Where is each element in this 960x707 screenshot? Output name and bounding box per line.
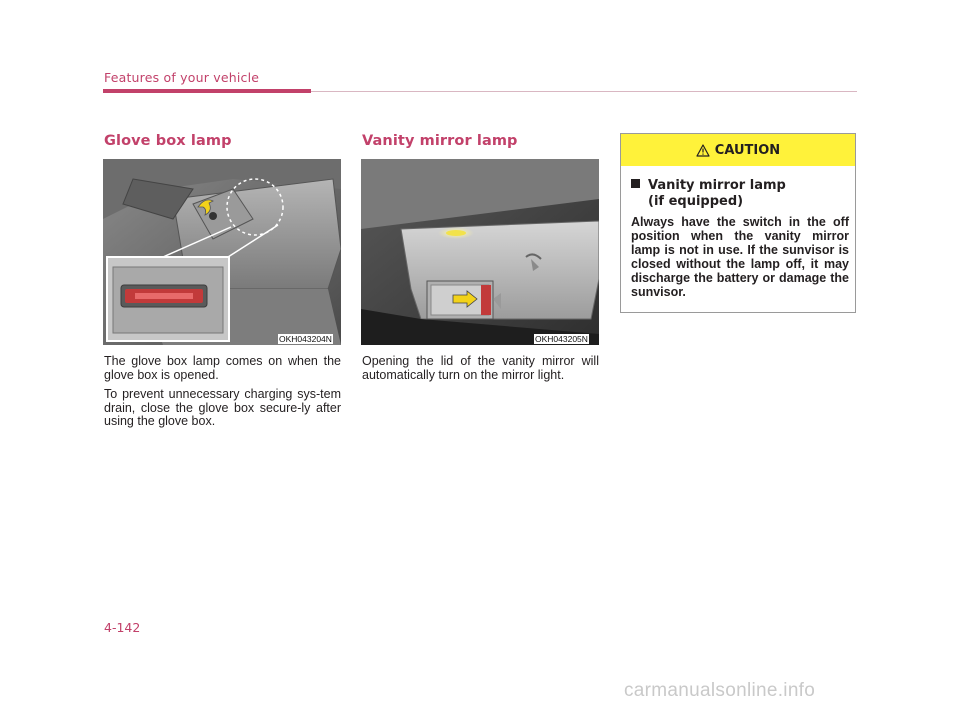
warning-triangle-icon bbox=[696, 144, 710, 157]
glove-box-figure-code: OKH043204N bbox=[279, 334, 332, 344]
glove-box-paragraph-2: To prevent unnecessary charging sys-tem drain, close the glove box secure-ly after using the glove box. bbox=[104, 387, 341, 428]
glove-box-paragraph-1: The glove box lamp comes on when the glove box is opened. bbox=[104, 354, 341, 382]
vanity-mirror-figure bbox=[361, 159, 599, 345]
page-number: 4-142 bbox=[104, 620, 141, 635]
vanity-mirror-illustration bbox=[361, 159, 599, 345]
caution-label: CAUTION bbox=[714, 142, 781, 158]
caution-title-line-2: (if equipped) bbox=[648, 193, 744, 209]
glove-box-body bbox=[104, 355, 341, 429]
caution-title bbox=[631, 178, 851, 209]
header-accent-bar bbox=[103, 89, 311, 93]
header-title: Features of your vehicle bbox=[104, 70, 260, 85]
caution-header bbox=[621, 134, 855, 166]
vanity-mirror-body bbox=[362, 355, 599, 382]
glove-box-figure bbox=[103, 159, 341, 345]
caution-box bbox=[620, 133, 856, 313]
watermark: carmanualsonline.info bbox=[624, 680, 816, 701]
vanity-mirror-paragraph-1: Opening the lid of the vanity mirror will automatically turn on the mirror light. bbox=[362, 354, 599, 382]
header-rule bbox=[311, 91, 857, 92]
caution-text: Always have the switch in the off position when the vanity mirror lamp is not in use. If the sunvisor is closed without the lamp off, it may discharge the battery or damage the sunvisor. bbox=[631, 215, 849, 299]
caution-title-line-1: Vanity mirror lamp bbox=[648, 178, 786, 193]
vanity-mirror-heading: Vanity mirror lamp bbox=[362, 133, 518, 149]
bullet-square-icon bbox=[631, 179, 640, 188]
vanity-mirror-figure-code: OKH043205N bbox=[535, 334, 588, 344]
glove-box-illustration bbox=[103, 159, 341, 345]
glove-box-heading: Glove box lamp bbox=[104, 133, 232, 149]
